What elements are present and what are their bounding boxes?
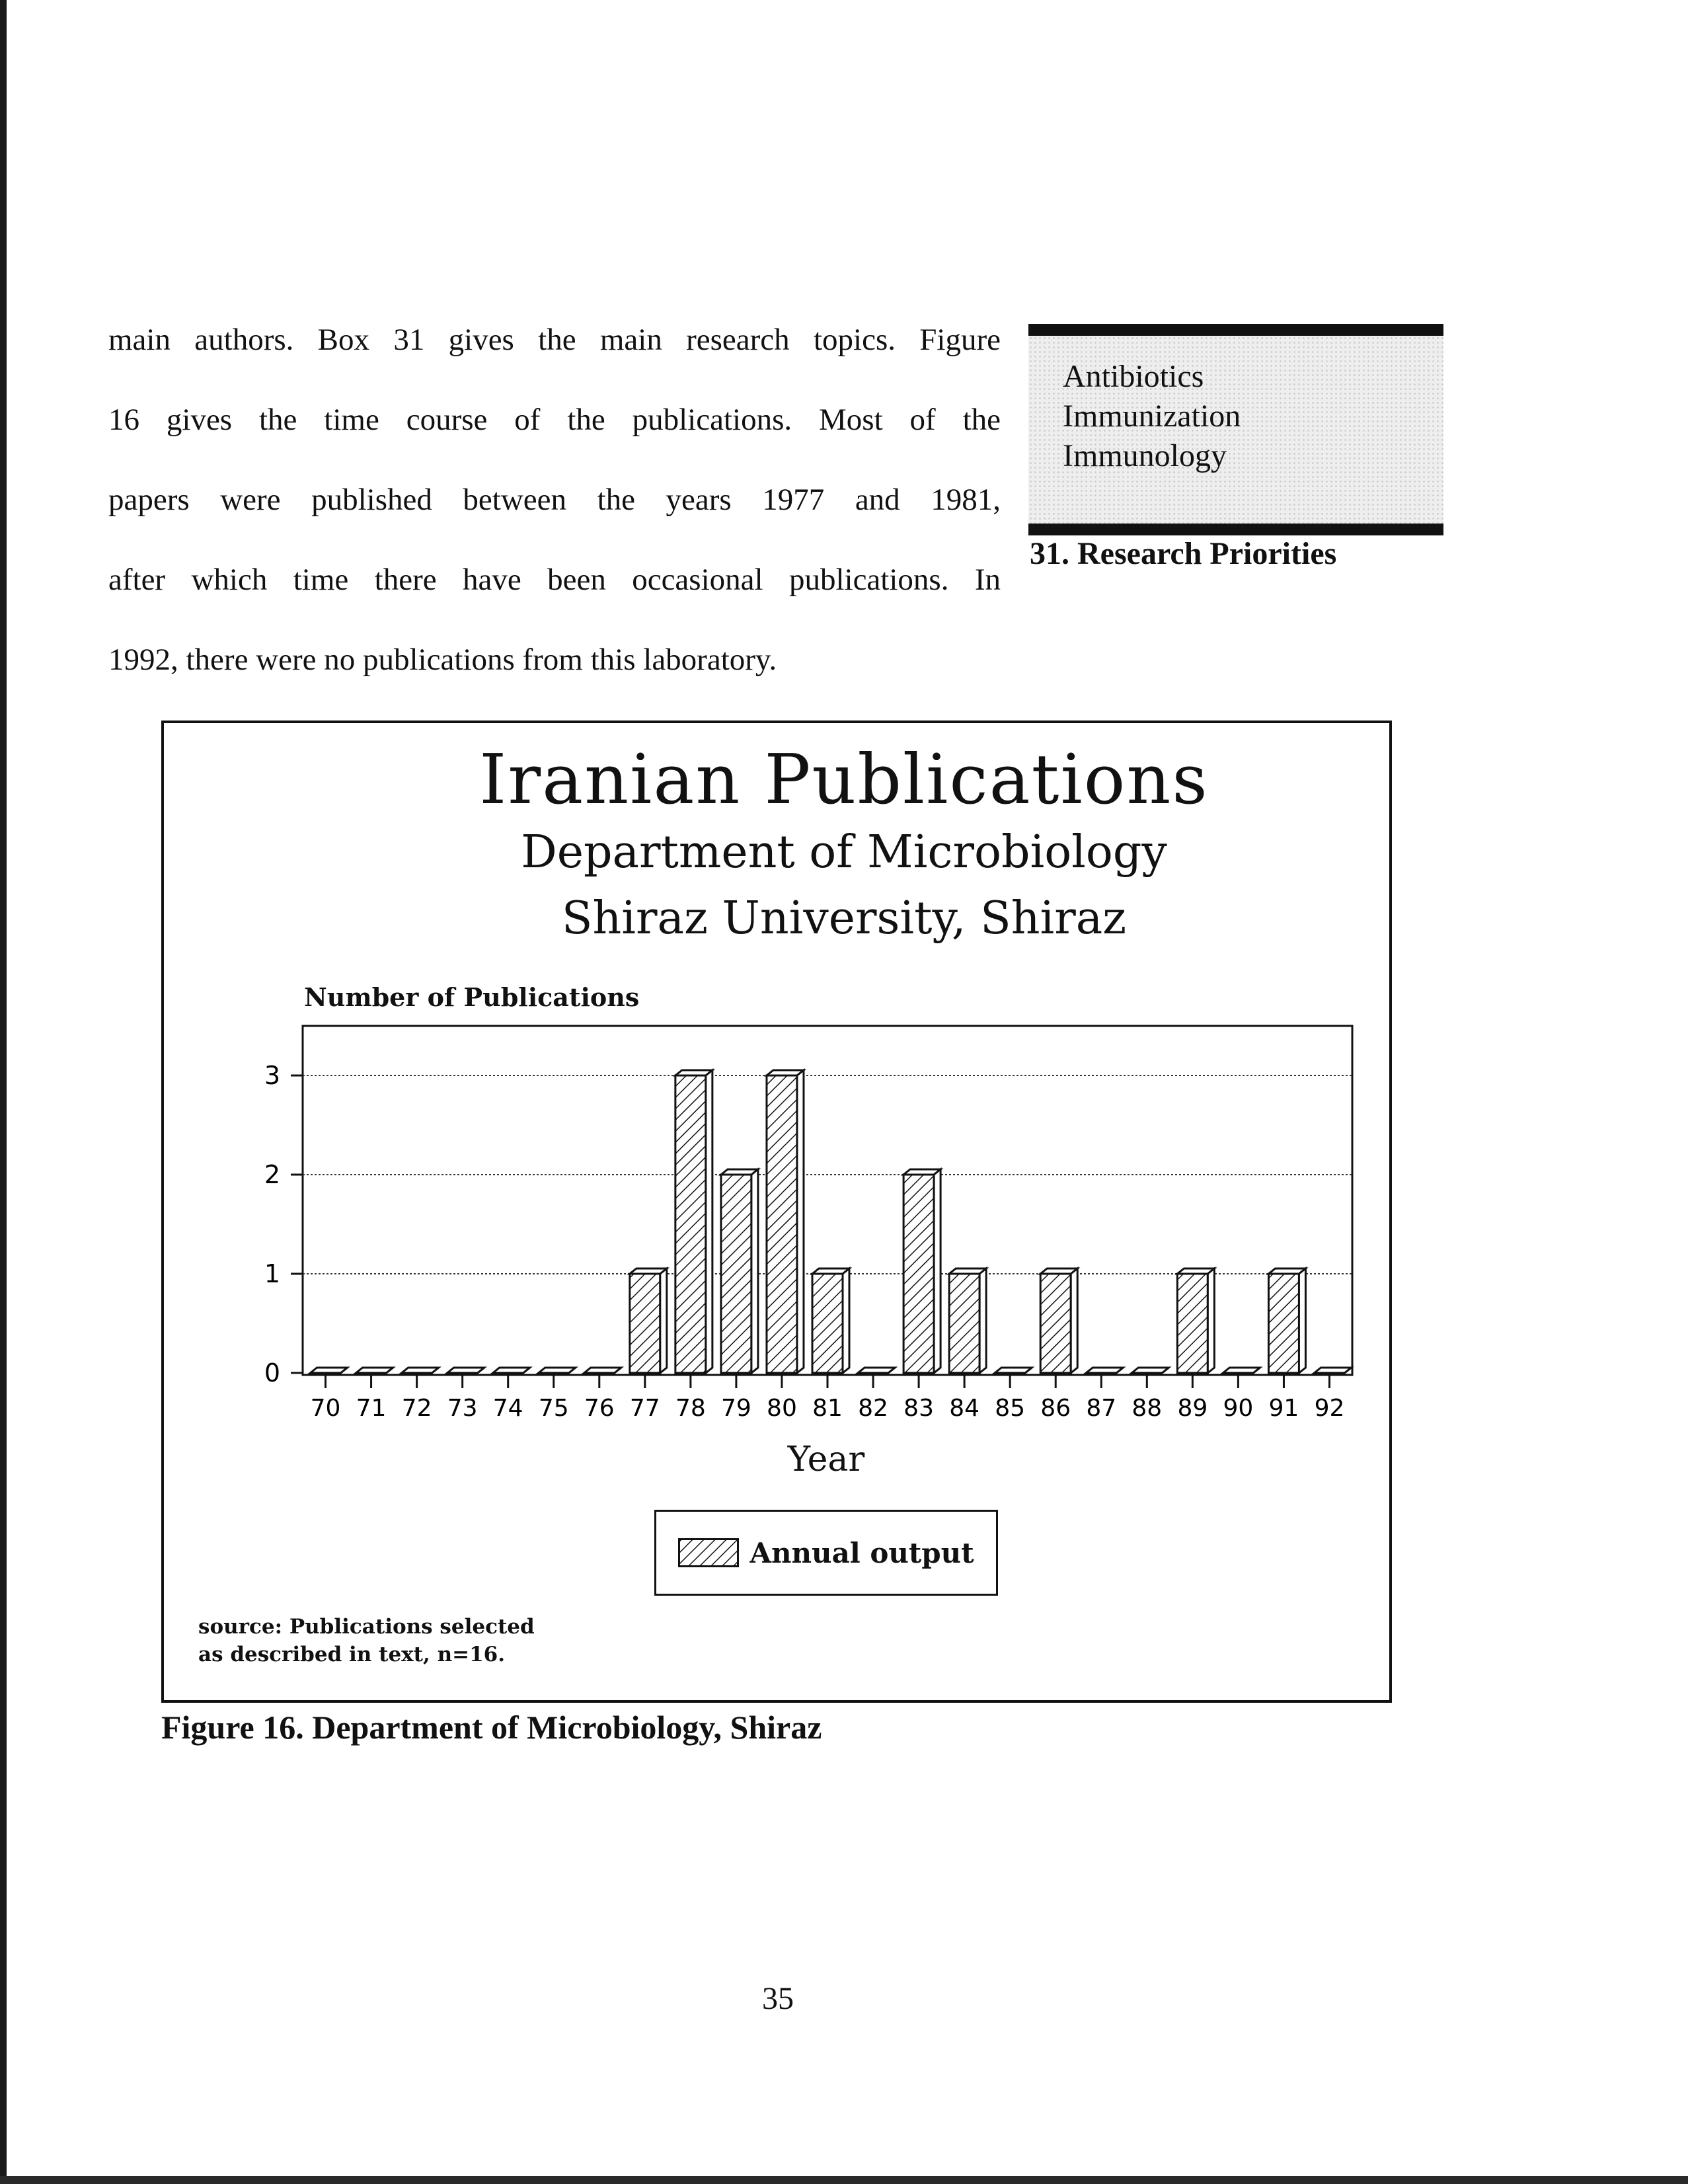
bar <box>995 1368 1032 1373</box>
x-tick-label: 87 <box>1086 1395 1117 1422</box>
bar <box>539 1368 576 1373</box>
box-caption: 31. Research Priorities <box>1030 536 1337 571</box>
x-tick-label: 78 <box>675 1395 706 1422</box>
legend-label: Annual output <box>749 1536 974 1569</box>
x-tick-label: 84 <box>949 1395 980 1422</box>
bar <box>1223 1368 1260 1373</box>
bar <box>1132 1368 1169 1373</box>
page-number: 35 <box>762 1981 794 2016</box>
bar <box>812 1268 849 1373</box>
x-tick-label: 70 <box>310 1395 341 1422</box>
bar <box>1314 1368 1351 1373</box>
x-tick-label: 73 <box>447 1395 478 1422</box>
x-tick-label: 89 <box>1177 1395 1208 1422</box>
chart-subtitle-university: Shiraz University, Shiraz <box>561 892 1127 945</box>
bar <box>493 1368 530 1373</box>
x-tick-label: 88 <box>1132 1395 1163 1422</box>
box-item: Immunology <box>1063 438 1227 473</box>
x-tick-label: 81 <box>812 1395 843 1422</box>
x-tick-label: 83 <box>903 1395 934 1422</box>
chart-legend <box>654 1510 998 1596</box>
x-tick-label: 76 <box>584 1395 615 1422</box>
bar <box>1040 1268 1077 1373</box>
y-axis-label: Number of Publications <box>304 982 640 1012</box>
x-tick-label: 74 <box>492 1395 523 1422</box>
y-tick-label: 3 <box>264 1061 280 1090</box>
chart-subtitle-department: Department of Microbiology <box>521 826 1167 878</box>
figure-caption: Figure 16. Department of Microbiology, Shiraz <box>161 1709 822 1746</box>
bar <box>949 1268 986 1373</box>
body-line: main authors. Box 31 gives the main research topics. Figure <box>108 323 1001 357</box>
bar <box>1177 1268 1214 1373</box>
y-tick-label: 2 <box>264 1160 280 1189</box>
bar <box>447 1368 484 1373</box>
x-tick-label: 92 <box>1314 1395 1345 1422</box>
bar <box>402 1368 439 1373</box>
x-tick-label: 77 <box>629 1395 660 1422</box>
bar <box>630 1268 667 1373</box>
x-tick-label: 80 <box>767 1395 797 1422</box>
source-note <box>198 1613 535 1668</box>
body-line: after which time there have been occasional publications. In <box>108 563 1001 597</box>
x-tick-label: 79 <box>721 1395 751 1422</box>
body-line: 1992, there were no publications from this laboratory. <box>108 643 777 677</box>
x-tick-label: 85 <box>995 1395 1026 1422</box>
bar <box>767 1070 804 1373</box>
x-axis-label: Year <box>787 1440 865 1479</box>
x-tick-label: 72 <box>401 1395 432 1422</box>
x-tick-label: 91 <box>1268 1395 1299 1422</box>
body-line: papers were published between the years 1977 and 1981, <box>108 483 1001 517</box>
y-tick-label: 1 <box>264 1259 280 1288</box>
chart-title: Iranian Publications <box>479 739 1209 820</box>
x-tick-label: 82 <box>858 1395 888 1422</box>
bar <box>675 1070 712 1373</box>
bar <box>721 1169 758 1373</box>
x-tick-label: 86 <box>1040 1395 1071 1422</box>
legend-swatch-hatched <box>678 1538 739 1567</box>
bar <box>1268 1268 1305 1373</box>
bar <box>858 1368 895 1373</box>
box-item: Immunization <box>1063 399 1241 434</box>
x-tick-label: 90 <box>1223 1395 1254 1422</box>
source-line: source: Publications selected <box>198 1615 535 1639</box>
bar <box>903 1169 940 1373</box>
box-item: Antibiotics <box>1063 359 1204 394</box>
y-tick-label: 0 <box>264 1358 280 1387</box>
bar <box>584 1368 621 1373</box>
bar <box>1086 1368 1123 1373</box>
body-line: 16 gives the time course of the publications. Most of the <box>108 403 1001 437</box>
source-line: as described in text, n=16. <box>198 1643 506 1666</box>
bar <box>311 1368 348 1373</box>
x-tick-label: 75 <box>538 1395 569 1422</box>
bar <box>356 1368 393 1373</box>
x-tick-label: 71 <box>356 1395 387 1422</box>
